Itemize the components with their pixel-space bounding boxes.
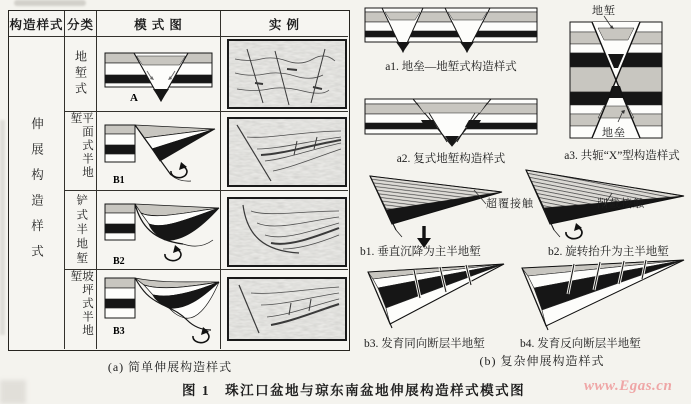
a1-label: [363, 58, 539, 74]
b2-label: b2. 旋转抬升为主半地堑: [548, 246, 669, 258]
figure-caption: 图 1 珠江口盆地与琼东南盆地伸展构造样式模式图: [182, 383, 526, 398]
model-code-b2: B2: [113, 256, 125, 267]
category-cell-ramp-flat-half-graben: [65, 270, 97, 349]
b4-label: b4. 发育反向断层半地堑: [520, 338, 641, 350]
header-structural-style: [9, 11, 65, 37]
header-category-label: 分类: [66, 17, 94, 32]
category-label: 坡坪式半地堑: [69, 270, 93, 338]
rowspan-extensional-style-label: 伸展构造样式: [29, 116, 44, 270]
seismic-example-a: [227, 39, 347, 109]
caption-a: (a) 简单伸展构造样式: [107, 360, 233, 374]
footwall-block: [105, 125, 135, 162]
footwall-block: [105, 204, 135, 240]
header-model-label: 模 式 图: [134, 17, 183, 32]
b4-antithetic-faults-diagram: [516, 252, 691, 336]
a3-horst-annotation: 地垒: [602, 127, 626, 139]
category-cell-planar-half-graben: [65, 112, 97, 191]
category-label: 地堑式: [73, 50, 88, 98]
structural-style-table: [8, 10, 350, 351]
model-code-b3: B3: [113, 326, 125, 337]
hangingwall-strata: [135, 204, 219, 240]
category-cell-graben: [65, 37, 97, 112]
stepped-graben: [413, 99, 491, 146]
scan-artifact: [0, 380, 26, 404]
header-structural-style-label: 构造样式: [9, 17, 64, 32]
header-example: [221, 11, 348, 37]
a2-compound-graben-diagram: [363, 94, 539, 150]
b2-truncation-annotation: 削截接触: [597, 198, 645, 210]
model-b3-diagram: [99, 274, 225, 348]
a3-conjugate-x-diagram: [566, 14, 666, 142]
b3-label: b3. 发育同向断层半地堑: [364, 338, 485, 350]
header-example-label: 实 例: [268, 17, 301, 32]
rotation-arrow-icon: [566, 223, 582, 239]
category-label: 平面式半地堑: [69, 112, 93, 180]
watermark: www.Egas.cn: [584, 378, 673, 394]
header-model-diagram: [97, 11, 221, 37]
scan-artifact: [0, 120, 5, 335]
header-category: [65, 11, 97, 37]
seismic-example-b1: [227, 117, 347, 187]
layered-wedge: [368, 264, 504, 324]
scan-artifact: [14, 0, 86, 6]
seismic-example-b2: [227, 197, 347, 267]
b1-label: b1. 垂直沉降为主半地堑: [360, 246, 481, 258]
rotation-arrow-icon: [171, 162, 187, 178]
caption-b: (b) 复杂伸展构造样式: [479, 354, 605, 368]
footwall-block: [105, 278, 135, 318]
a2-label: [363, 150, 539, 166]
rowspan-extensional-style: [9, 37, 65, 349]
a3-label-text: a3. 共轭“X”型构造样式: [564, 150, 680, 162]
model-code-b1: B1: [113, 175, 125, 186]
b3-synthetic-faults-diagram: [362, 258, 508, 334]
seismic-example-b3: [227, 277, 347, 341]
a3-graben-annotation: 地堑: [592, 5, 616, 17]
a2-label-text: a2. 复式地堑构造样式: [396, 153, 506, 165]
hangingwall-wedge: [135, 125, 215, 161]
model-a-diagram: [101, 45, 217, 107]
a1-label-text: a1. 地垒—地堑式构造样式: [385, 61, 517, 73]
model-b1-diagram: [99, 119, 221, 187]
a3-label: [552, 147, 691, 163]
category-label: 铲式半地堑: [75, 193, 88, 267]
rotation-arrow-icon: [165, 245, 181, 261]
layered-wedge: [522, 260, 684, 326]
b1-onlap-annotation: 超覆接触: [486, 198, 534, 210]
model-b2-diagram: [99, 196, 223, 268]
a1-horst-graben-diagram: [363, 4, 539, 56]
model-code-a: A: [130, 92, 138, 104]
category-cell-listric-half-graben: [65, 191, 97, 270]
